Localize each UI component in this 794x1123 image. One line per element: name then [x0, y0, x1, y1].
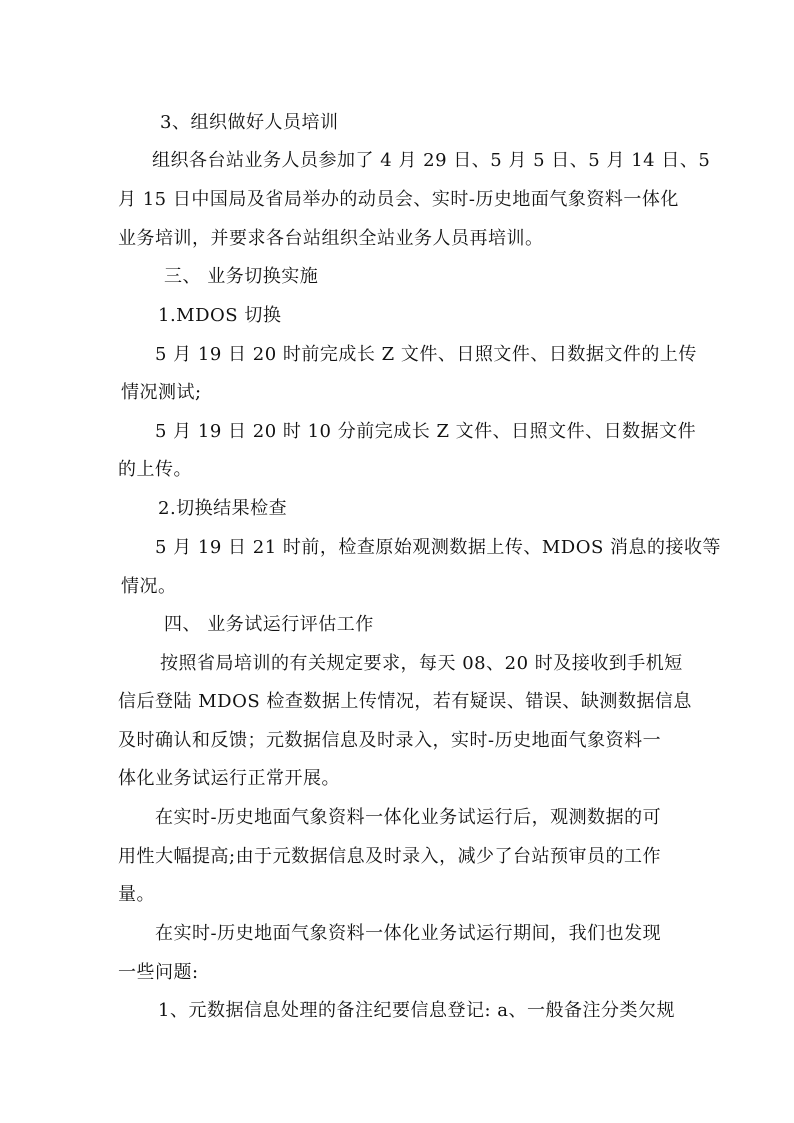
- paragraph-line: 按照省局培训的有关规定要求，每天 08、20 时及接收到手机短: [160, 653, 683, 674]
- paragraph-line: 及时确认和反馈；元数据信息及时录入，实时-历史地面气象资料一: [118, 730, 662, 751]
- paragraph-line: 一些问题:: [118, 962, 199, 983]
- paragraph-line: 信后登陆 MDOS 检查数据上传情况，若有疑误、错误、缺测数据信息: [118, 691, 692, 712]
- paragraph-line: 用性大幅提高;由于元数据信息及时录入，减少了台站预审员的工作: [118, 846, 662, 867]
- paragraph-line: 在实时-历史地面气象资料一体化业务试运行后，观测数据的可: [155, 807, 662, 828]
- paragraph-line: 月 15 日中国局及省局举办的动员会、实时-历史地面气象资料一体化: [118, 189, 679, 210]
- section-heading: 四、 业务试运行评估工作: [164, 614, 374, 635]
- paragraph-line: 业务培训，并要求各台站组织全站业务人员再培训。: [118, 228, 544, 249]
- paragraph-line: 在实时-历史地面气象资料一体化业务试运行期间，我们也发现: [155, 923, 662, 944]
- paragraph-line: 组织各台站业务人员参加了 4 月 29 日、5 月 5 日、5 月 14 日、5: [152, 150, 711, 171]
- section-heading: 三、 业务切换实施: [164, 266, 319, 287]
- paragraph-line: 体化业务试运行正常开展。: [118, 768, 340, 789]
- paragraph-line: 量。: [118, 884, 155, 905]
- subsection-heading: 2.切换结果检查: [158, 498, 288, 519]
- paragraph-line: 的上传。: [118, 459, 192, 480]
- paragraph-line: 1、元数据信息处理的备注纪要信息登记: a、一般备注分类欠规: [158, 1000, 675, 1021]
- section-heading: 3、组织做好人员培训: [160, 112, 339, 133]
- subsection-heading: 1.MDOS 切换: [158, 305, 282, 326]
- paragraph-line: 情况。: [121, 576, 177, 597]
- paragraph-line: 5 月 19 日 20 时前完成长 Z 文件、日照文件、日数据文件的上传: [155, 344, 697, 365]
- paragraph-line: 情况测试;: [121, 382, 202, 403]
- paragraph-line: 5 月 19 日 20 时 10 分前完成长 Z 文件、日照文件、日数据文件: [155, 421, 697, 442]
- paragraph-line: 5 月 19 日 21 时前，检查原始观测数据上传、MDOS 消息的接收等: [155, 537, 722, 558]
